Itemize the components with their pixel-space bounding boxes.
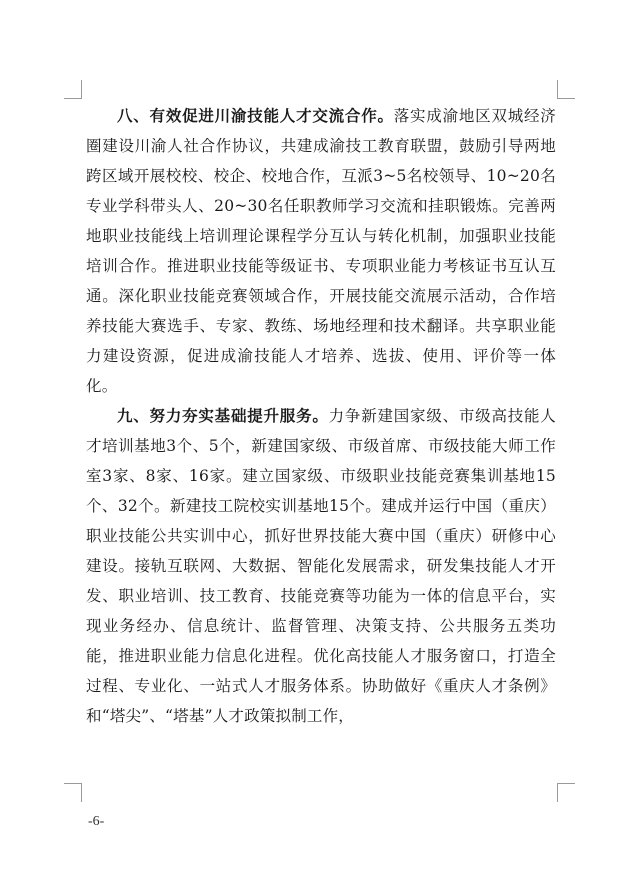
crop-mark-bottom-right-h <box>557 783 575 784</box>
paragraph-eight <box>86 101 556 401</box>
paragraph-heading: 九、努力夯实基础提升服务。 <box>117 407 329 425</box>
paragraph-heading: 八、有效促进川渝技能人才交流合作。 <box>117 107 394 125</box>
crop-mark-top-left-v <box>81 80 82 99</box>
paragraph-body: 落实成渝地区双城经济圈建设川渝人社合作协议，共建成渝技工教育联盟，鼓励引导两地跨区域开展校校、校企、校地合作，互派3~5名校领导、10~20名专业学科带头人、20~30名任职教师学习交流和挂职锻炼。完善两地职业技能线上培训理论课程学分互认与转化机制，加强职业技能培训合作。推进职业技能等级证书、专项职业能力考核证书互认互通。深化职业技能竞赛领域合作，开展技能交流展示活动，合作培养技能大赛选手、专家、教练、场地经理和技术翻译。共享职业能力建设资源，促进成渝技能人才培养、选拔、使用、评价等一体化。 <box>86 107 556 395</box>
body-text <box>86 101 556 731</box>
crop-mark-bottom-left-h <box>64 783 82 784</box>
page-number: -6- <box>88 814 105 829</box>
crop-mark-top-right-v <box>557 80 558 99</box>
crop-mark-bottom-right-v <box>557 783 558 802</box>
crop-mark-top-left-h <box>64 98 82 99</box>
crop-mark-top-right-h <box>557 98 575 99</box>
paragraph-nine <box>86 401 556 731</box>
paragraph-body: 力争新建国家级、市级高技能人才培训基地3个、5个，新建国家级、市级首席、市级技能大师工作室3家、8家、16家。建立国家级、市级职业技能竞赛集训基地15个、32个。新建技工院校实训基地15个。建成并运行中国（重庆）职业技能公共实训中心，抓好世界技能大赛中国（重庆）研修中心建设。接轨互联网、大数据、智能化发展需求，研发集技能人才开发、职业培训、技工教育、技能竞赛等功能为一体的信息平台，实现业务经办、信息统计、监督管理、决策支持、公共服务五类功能，推进职业能力信息化进程。优化高技能人才服务窗口，打造全过程、专业化、一站式人才服务体系。协助做好《重庆人才条例》和“塔尖”、“塔基”人才政策拟制工作， <box>86 407 556 725</box>
crop-mark-bottom-left-v <box>81 783 82 802</box>
